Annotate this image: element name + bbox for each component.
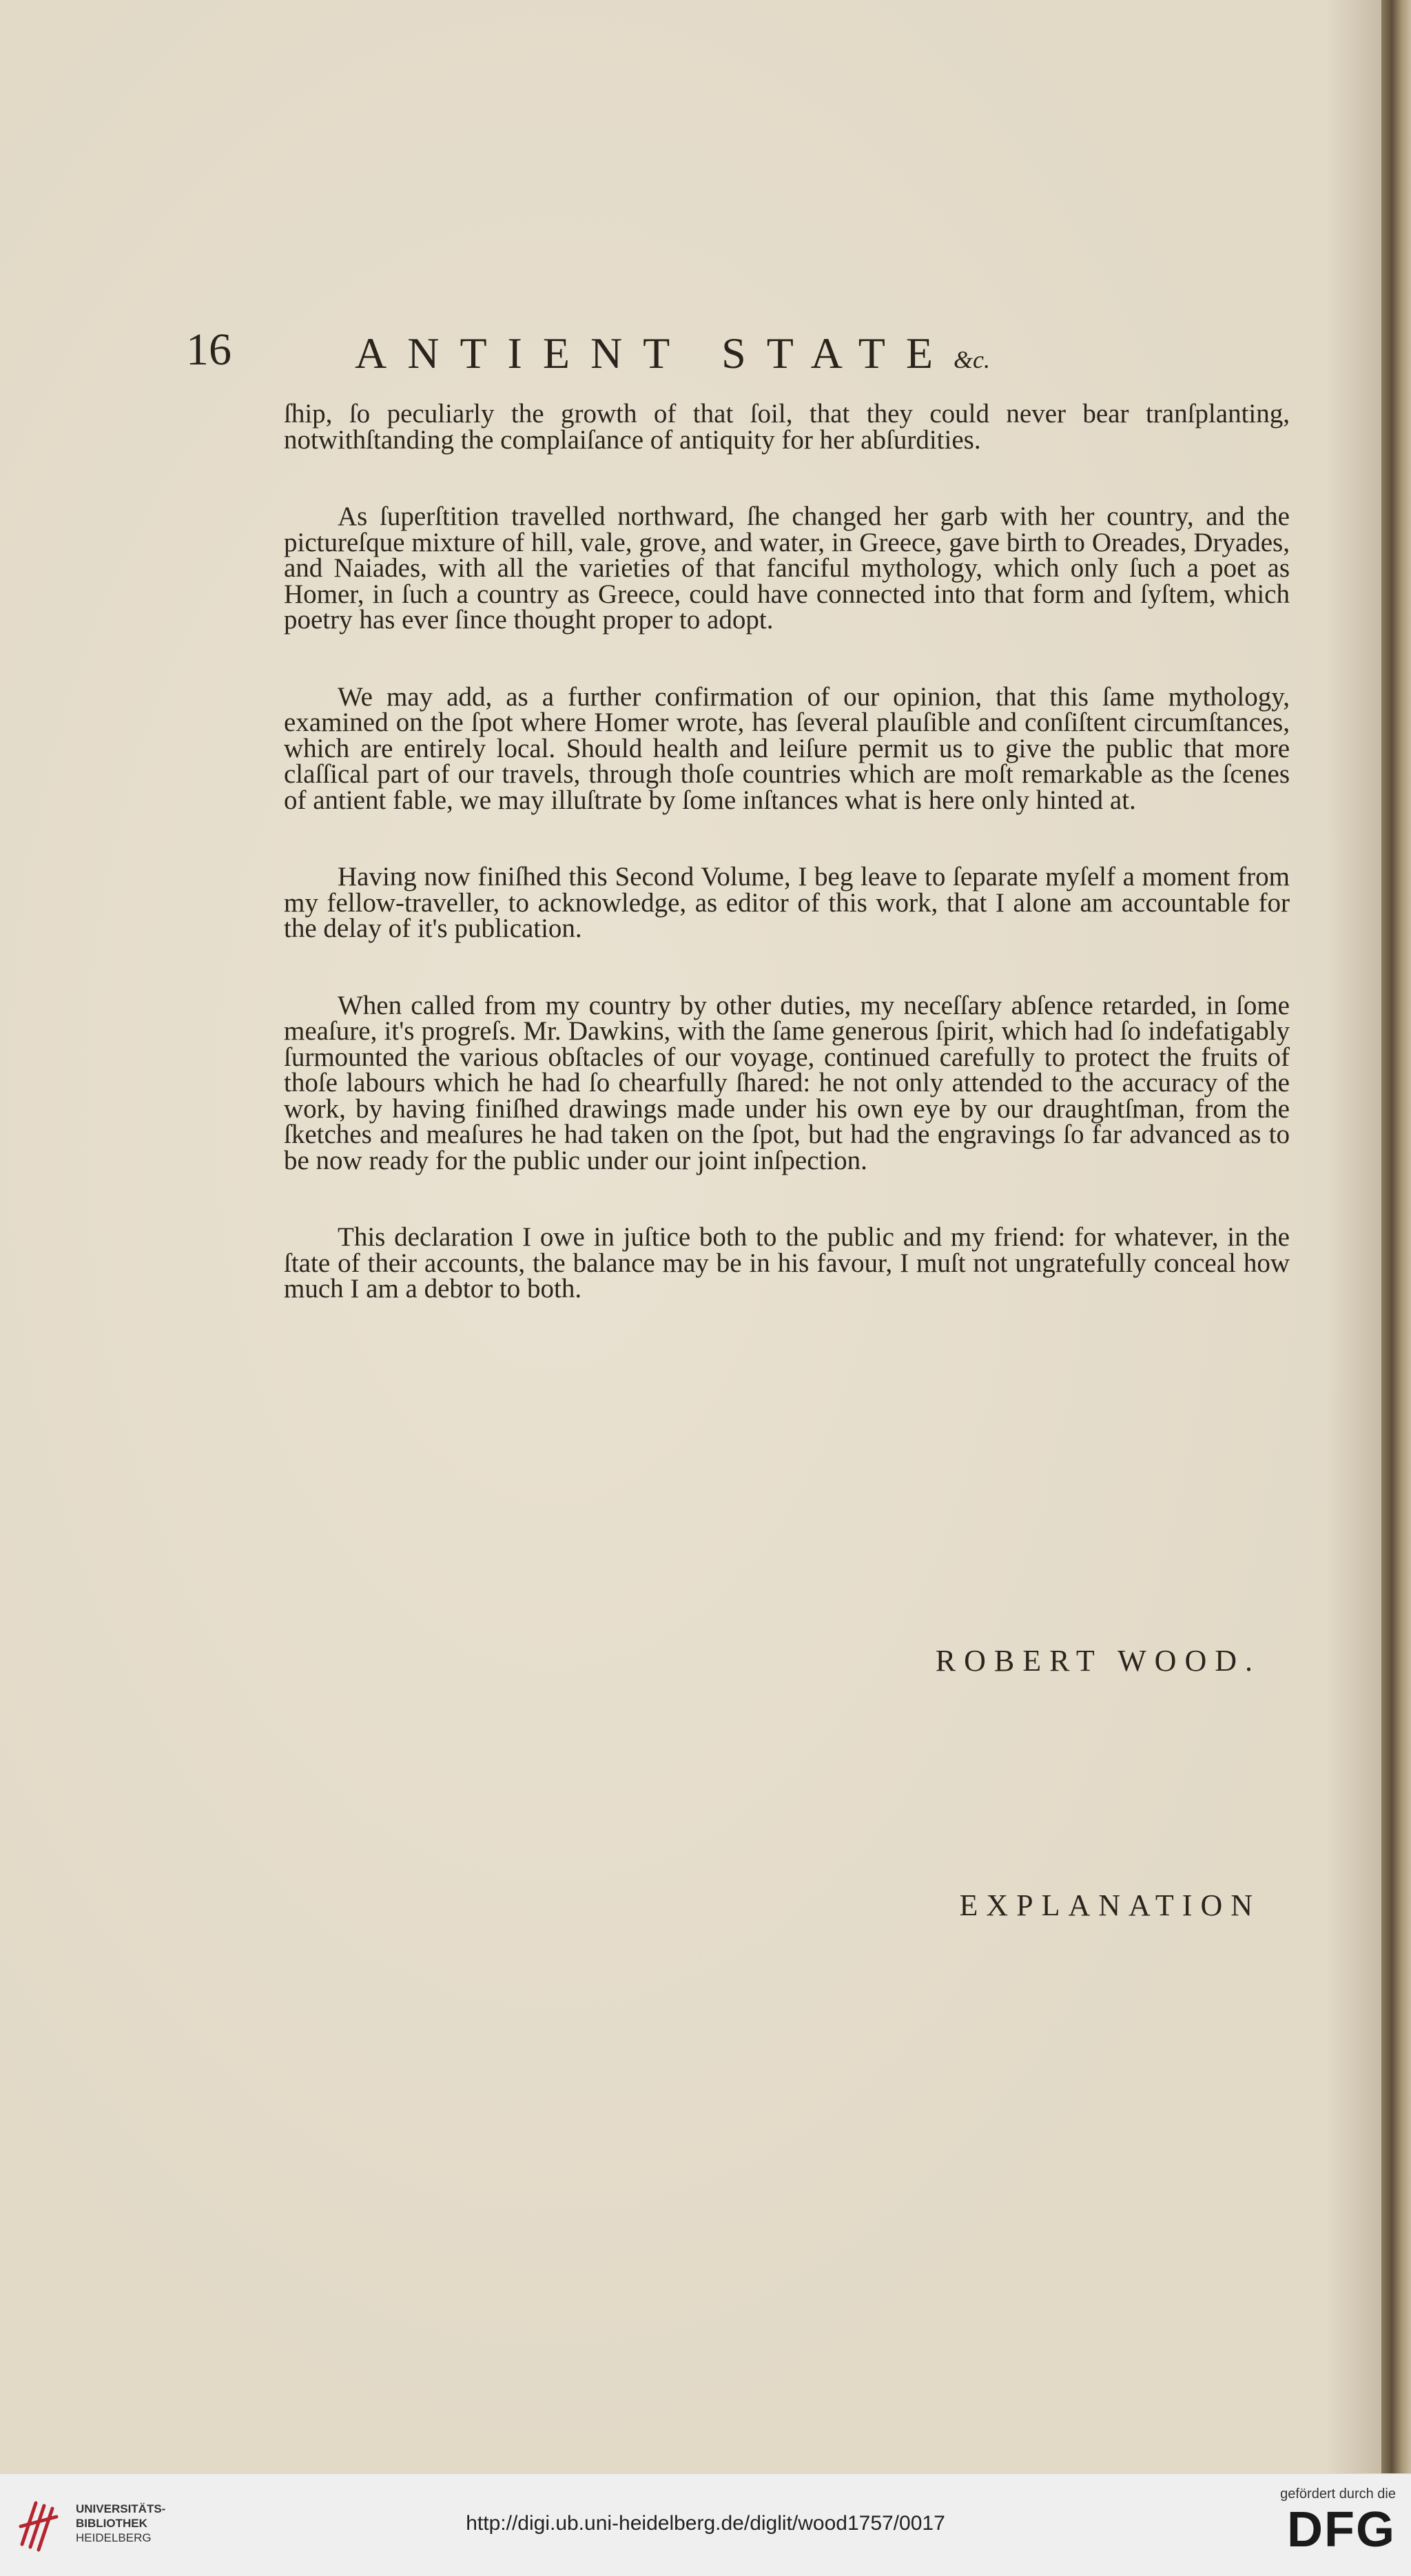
library-name-line: HEIDELBERG: [76, 2531, 152, 2544]
running-head-title: ANTIENT STATE: [355, 329, 954, 378]
permalink-url[interactable]: http://digi.ub.uni-heidelberg.de/diglit/wood1757/0017: [466, 2512, 945, 2535]
paragraph: Having now finiſhed this Second Volume, I beg leave to ſeparate myſelf a moment from my fellow-traveller, to acknowledge, as editor of this work, that I alone am accountable for the delay of it's publication.: [284, 862, 1290, 943]
paragraph: When called from my country by other duties, my neceſſary abſence retarded, in ſome meaſure, it's progreſs. Mr. Dawkins, with the ſame generous ſpirit, which had ſo indefatigably ſurmounted the various obſtacles of our voyage, continued carefully to protect the fruits of thoſe labours which he had ſo chearfully ſhared: he not only attended to the accuracy of the work, by having finiſhed drawings made under his own eye by our draughtſman, from the ſketches and meaſures he had taken on the ſpot, but had the engravings ſo far advanced as to be now ready for the public under our joint inſpection.: [284, 990, 1290, 1175]
library-name-line: UNIVERSITÄTS-: [76, 2502, 166, 2515]
paragraph: As ſuperſtition travelled northward, ſhe changed her garb with her country, and the pictureſque mixture of hill, vale, grove, and water, in Greece, gave birth to Oreades, Dryades, and Naiades, with all the varieties of that fanciful mythology, which only ſuch a poet as Homer, in ſuch a country as Greece, could have connected into that form and ſyſtem, which poetry has ever ſince thought proper to adopt.: [284, 502, 1290, 635]
page-number: 16: [186, 324, 231, 375]
paragraph: We may add, as a further confirmation of our opinion, that this ſame mythology, examined on the ſpot where Homer wrote, has ſeveral plauſible and conſiſtent circumſtances, which are entirely local. Should health and leiſure permit us to give the public that more claſſical part of our travels, through thoſe countries which are moſt remarkable as the ſcenes of antient fable, we may illuſtrate by ſome inſtances what is here only hinted at.: [284, 681, 1290, 815]
body-text: [284, 401, 1290, 1353]
funder-caption: gefördert durch die: [1280, 2486, 1396, 2502]
author-signature: ROBERT WOOD.: [935, 1644, 1261, 1678]
book-gutter: [1381, 0, 1411, 2473]
dfg-logo: DFG: [1287, 2502, 1396, 2557]
paragraph: ſhip, ſo peculiarly the growth of that ſoil, that they could never bear tranſplanting, notwithſtanding the complaiſance of antiquity for her abſurdities.: [284, 399, 1290, 455]
running-head-suffix: &c.: [953, 346, 990, 373]
footer-bar: [0, 2473, 1411, 2576]
page-header: [186, 324, 1288, 386]
library-name-line: BIBLIOTHEK: [76, 2517, 147, 2530]
paragraph: This declaration I owe in juſtice both to the public and my friend: for whatever, in the ſtate of their accounts, the balance may be in his favour, I muſt not ungratefully conceal how much I am a debtor to both.: [284, 1222, 1290, 1304]
running-head: [355, 328, 990, 379]
funder-block: [1224, 2486, 1396, 2557]
catchword: EXPLANATION: [959, 1888, 1261, 1922]
